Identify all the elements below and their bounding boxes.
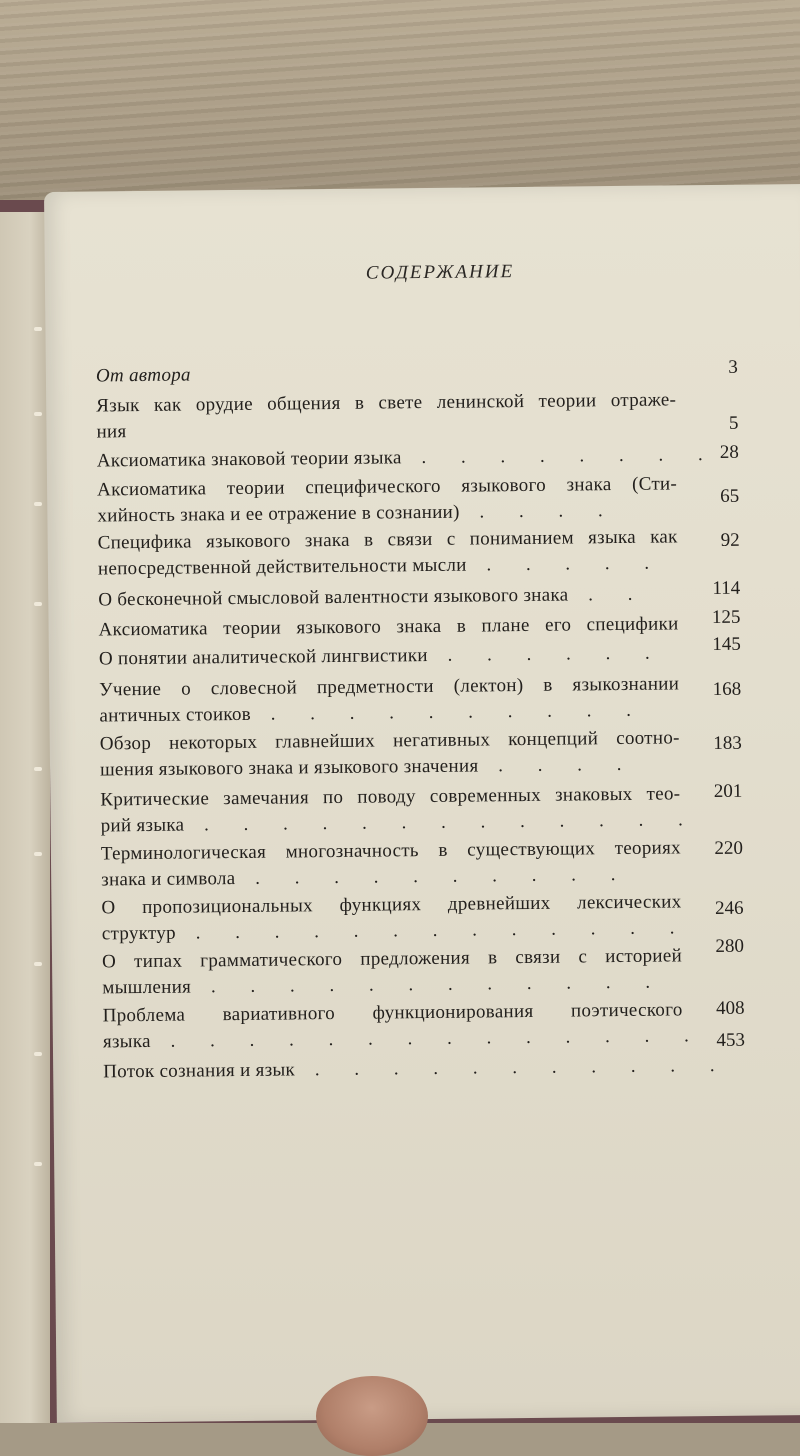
toc-entry-line: Обзор некоторых главнейших негативных концепций соотно- — [99, 727, 680, 755]
toc-entry-line: Специфика языкового знака в связи с пониманием языка как — [97, 526, 678, 554]
toc-entry — [102, 997, 704, 1055]
toc-entry-line — [102, 969, 682, 1001]
toc-entry-text: О понятии аналитической лингвистики — [98, 645, 428, 670]
toc-entry-line — [100, 751, 680, 783]
binding-stitch — [34, 602, 42, 606]
toc-page-number: 246 — [714, 897, 744, 920]
toc-entry — [99, 671, 680, 729]
toc-title: СОДЕРЖАНИЕ — [365, 261, 515, 284]
toc-page-number: 201 — [713, 780, 743, 803]
toc-entry-text: структур — [101, 922, 177, 945]
toc-entry-text: непосредственной действительности мысли — [97, 554, 467, 580]
toc-page-number: 5 — [728, 412, 739, 434]
binding-stitch — [34, 327, 42, 331]
toc-page-number: 92 — [720, 529, 740, 551]
toc-entry-line — [101, 861, 681, 893]
toc-entry-line — [98, 581, 678, 613]
toc-entry-text: Поток сознания и язык — [103, 1059, 296, 1083]
leader-dots: . . . . — [459, 500, 618, 523]
toc-entry-line: О типах грамматического предложения в связи с историей — [101, 945, 683, 973]
leader-dots: . . . . . . . . . . . . . . — [150, 1025, 704, 1052]
toc-entry — [98, 581, 678, 613]
toc-entry-line: Учение о словесной предметности (лектон) в языкознании — [99, 673, 680, 701]
toc-entry — [103, 1053, 730, 1085]
leader-dots: . . — [568, 583, 648, 606]
toc-page-number: 28 — [719, 441, 739, 463]
toc-page-number: 220 — [714, 837, 744, 860]
toc-page-number: 168 — [712, 678, 742, 701]
leader-dots: . . . . . . — [427, 642, 665, 667]
toc-page-number: 114 — [712, 577, 741, 600]
leader-dots: . . . . . . . . . . . . . — [175, 917, 690, 944]
toc-entry-line — [100, 807, 698, 839]
toc-page-number: 3 — [728, 356, 738, 378]
toc-entry — [102, 943, 683, 1001]
toc-entry — [98, 611, 678, 643]
toc-entry-text: Аксиоматика знаковой теории языка — [96, 447, 402, 472]
toc-entry — [101, 835, 682, 893]
toc-entry-line: ния — [96, 421, 127, 443]
toc-page-number: 280 — [715, 935, 745, 958]
toc-entry-text: знака и символа — [101, 868, 236, 891]
binding-stitch — [34, 1162, 42, 1166]
toc-page-number: 453 — [716, 1029, 746, 1052]
toc-entry-line — [103, 1053, 730, 1085]
left-page-edge — [0, 212, 50, 1423]
toc-entry-line — [96, 442, 718, 474]
toc-entry-text: шения языкового знака и языкового значения — [99, 755, 479, 781]
toc-entry — [97, 471, 678, 529]
leader-dots: . . . . . . . . . . — [250, 699, 647, 725]
binding-stitch — [34, 412, 42, 416]
leader-dots: . . . . . . . . . . . . . — [184, 809, 698, 836]
toc-entry-text: античных стоиков — [99, 703, 252, 727]
toc-entry-line — [98, 550, 678, 582]
toc-entry — [100, 781, 698, 839]
leader-dots: . . . . . . . . . . . . — [191, 971, 666, 998]
binding-stitch — [34, 502, 42, 506]
toc-page-number: 65 — [720, 485, 740, 507]
leader-dots: . . . . — [478, 753, 637, 777]
toc-entry-line — [99, 640, 679, 672]
toc-entry-line: Критические замечания по поводу современных знаковых тео- — [100, 783, 681, 811]
toc-entry — [101, 889, 690, 947]
leader-dots: . . . . . . . . . . . — [294, 1054, 730, 1081]
toc-entry — [99, 640, 679, 672]
toc-entry-text: мышления — [102, 976, 192, 999]
book-page — [44, 184, 800, 1423]
toc-entry — [96, 442, 718, 474]
toc-page-number: 183 — [713, 732, 742, 755]
toc-entry-line — [102, 1023, 704, 1055]
toc-entry-line: Аксиоматика теории специфического языкового знака (Сти- — [97, 473, 678, 501]
toc-entry-line: О пропозициональных функциях древнейших лексических — [101, 891, 682, 919]
toc-entry-line: От автора — [95, 364, 191, 387]
toc-entry-line: Проблема вариативного функционирования поэтического — [102, 999, 683, 1027]
toc-page-number: 145 — [712, 633, 741, 656]
leader-dots: . . . . . — [466, 552, 665, 576]
toc-entry-text: хийность знака и ее отражение в сознании) — [97, 501, 460, 527]
toc-entry — [98, 524, 679, 582]
toc-entry-line: Язык как орудие общения в свете ленинской теории отраже- — [96, 389, 677, 417]
toc-page-number: 408 — [715, 997, 745, 1020]
binding-stitch — [34, 852, 42, 856]
toc-entry-line — [99, 697, 679, 729]
binding-stitch — [34, 1052, 42, 1056]
toc-entry-text: языка — [102, 1030, 151, 1053]
toc-entry-text: О бесконечной смысловой валентности языкового знака — [98, 584, 569, 611]
leader-dots: . . . . . . . . . . — [235, 863, 631, 890]
toc-page-number: 125 — [711, 606, 741, 629]
toc-entry-text: рий языка — [100, 814, 185, 837]
toc-entry-line: Терминологическая многозначность в существующих теориях — [100, 837, 682, 865]
toc-entry-line: Аксиоматика теории языкового знака в плане его специфики — [98, 613, 679, 641]
thumb — [316, 1376, 428, 1456]
toc-entry-line — [101, 915, 690, 947]
leader-dots: . . . . . . . . — [401, 443, 718, 469]
toc-entry — [96, 357, 676, 389]
binding-stitch — [34, 962, 42, 966]
toc-entry — [100, 725, 681, 783]
binding-stitch — [34, 767, 42, 771]
toc-entry — [96, 387, 677, 445]
